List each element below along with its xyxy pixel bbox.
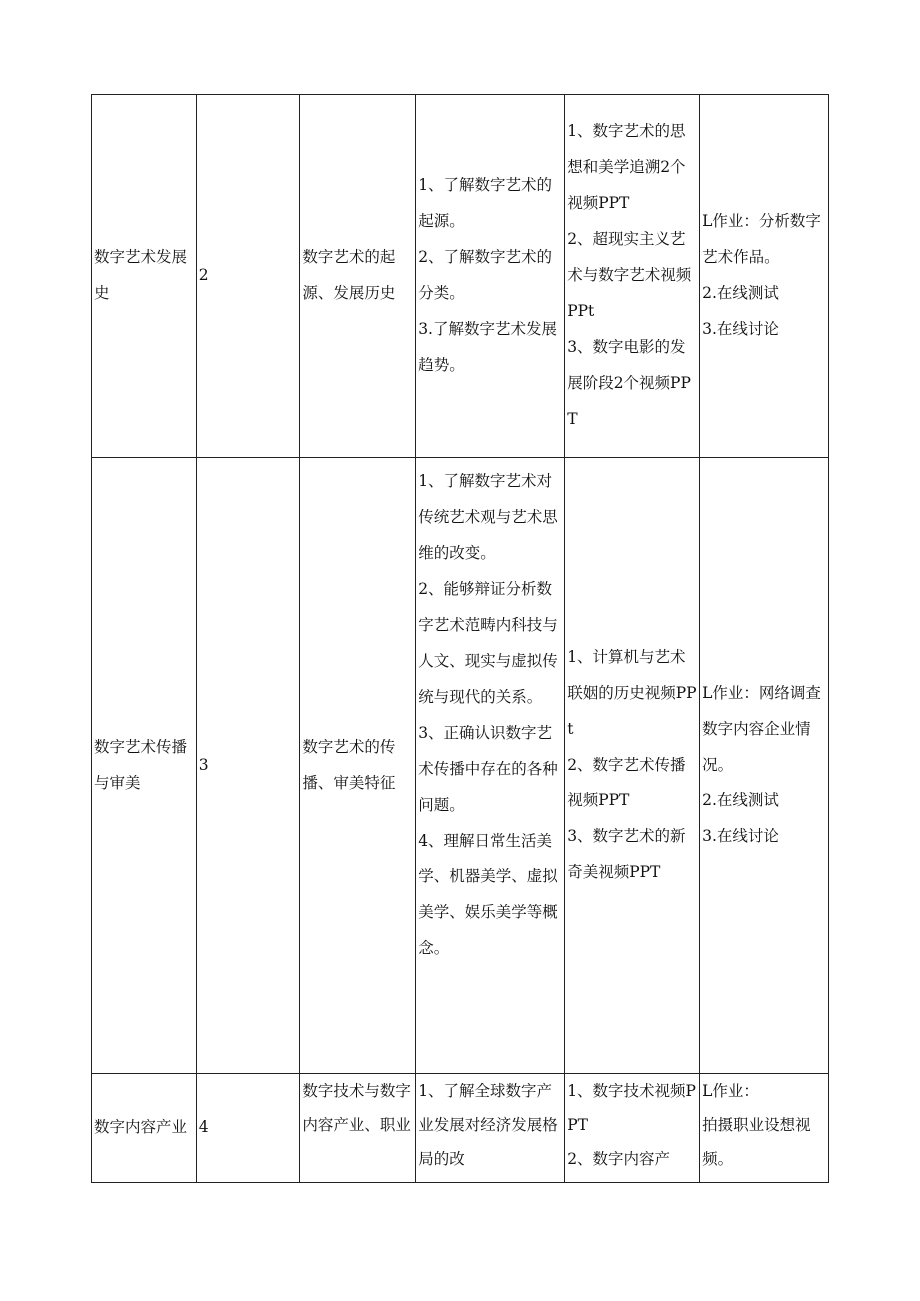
assessment-item: L作业：分析数字艺术作品。 — [702, 212, 821, 267]
resources-cell — [565, 95, 700, 458]
assessment-cell — [700, 458, 829, 1074]
objective-item: 2、了解数字艺术的分类。 — [418, 248, 553, 302]
resource-item: 3、数字艺术的新奇美视频PPT — [567, 827, 686, 882]
assessment-item: 拍摄职业设想视频。 — [702, 1116, 811, 1169]
resources-cell — [565, 458, 700, 1074]
resource-item: 2、数字内容产 — [567, 1150, 671, 1169]
assessment-cell — [700, 1074, 829, 1183]
objective-item: 2、能够辩证分析数字艺术范畴内科技与人文、现实与虚拟传统与现代的关系。 — [418, 579, 558, 706]
resource-item: 1、数字艺术的思想和美学追溯2个视频PPT — [567, 122, 686, 213]
topic-cell: 数字内容产业 — [92, 1074, 197, 1183]
assessment-item: L作业：网络调查数字内容企业情况。 — [702, 683, 821, 774]
resource-item: 1、计算机与艺术联姻的历史视频PPt — [567, 647, 697, 738]
assessment-item: 3.在线讨论 — [702, 827, 779, 846]
hours-cell: 4 — [196, 1074, 300, 1183]
objective-item: 1、了解数字艺术的起源。 — [418, 176, 553, 231]
objective-item: 1、了解数字艺术对传统艺术观与艺术思维的改变。 — [418, 472, 558, 562]
resource-item: 2、数字艺术传播视频PPT — [567, 755, 686, 810]
content-cell: 数字艺术的传播、审美特征 — [300, 458, 416, 1074]
table-row — [92, 1074, 829, 1183]
assessment-item: 3.在线讨论 — [702, 319, 779, 338]
table-row — [92, 95, 829, 458]
objectives-cell — [416, 458, 565, 1074]
assessment-item: 2.在线测试 — [702, 791, 779, 810]
hours-cell: 3 — [196, 458, 300, 1074]
hours-cell: 2 — [196, 95, 300, 458]
topic-cell: 数字艺术传播与审美 — [92, 458, 197, 1074]
resources-cell — [565, 1074, 700, 1183]
objective-item: 3.了解数字艺术发展趋势。 — [418, 319, 557, 374]
assessment-cell — [700, 95, 829, 458]
objectives-cell — [416, 95, 565, 458]
objectives-cell — [416, 1074, 565, 1183]
content-cell: 数字艺术的起源、发展历史 — [300, 95, 416, 458]
topic-cell: 数字艺术发展史 — [92, 95, 197, 458]
objective-item: 3、正确认识数字艺术传播中存在的各种问题。 — [418, 723, 558, 814]
resource-item: 1、数字技术视频PPT — [567, 1082, 696, 1135]
table-row — [92, 458, 829, 1074]
assessment-item: L作业： — [702, 1082, 759, 1100]
objective-item: 1、了解全球数字产业发展对经济发展格局的改 — [418, 1082, 558, 1169]
resource-item: 2、超现实主义艺术与数字艺术视频PPt — [567, 230, 692, 320]
resource-item: 3、数字电影的发展阶段2个视频PPT — [567, 337, 691, 428]
course-schedule-table — [91, 94, 829, 1183]
objective-item: 4、理解日常生活美学、机器美学、虚拟美学、娱乐美学等概念。 — [418, 831, 558, 958]
assessment-item: 2.在线测试 — [702, 284, 779, 302]
content-cell: 数字技术与数字内容产业、职业 — [300, 1074, 416, 1183]
